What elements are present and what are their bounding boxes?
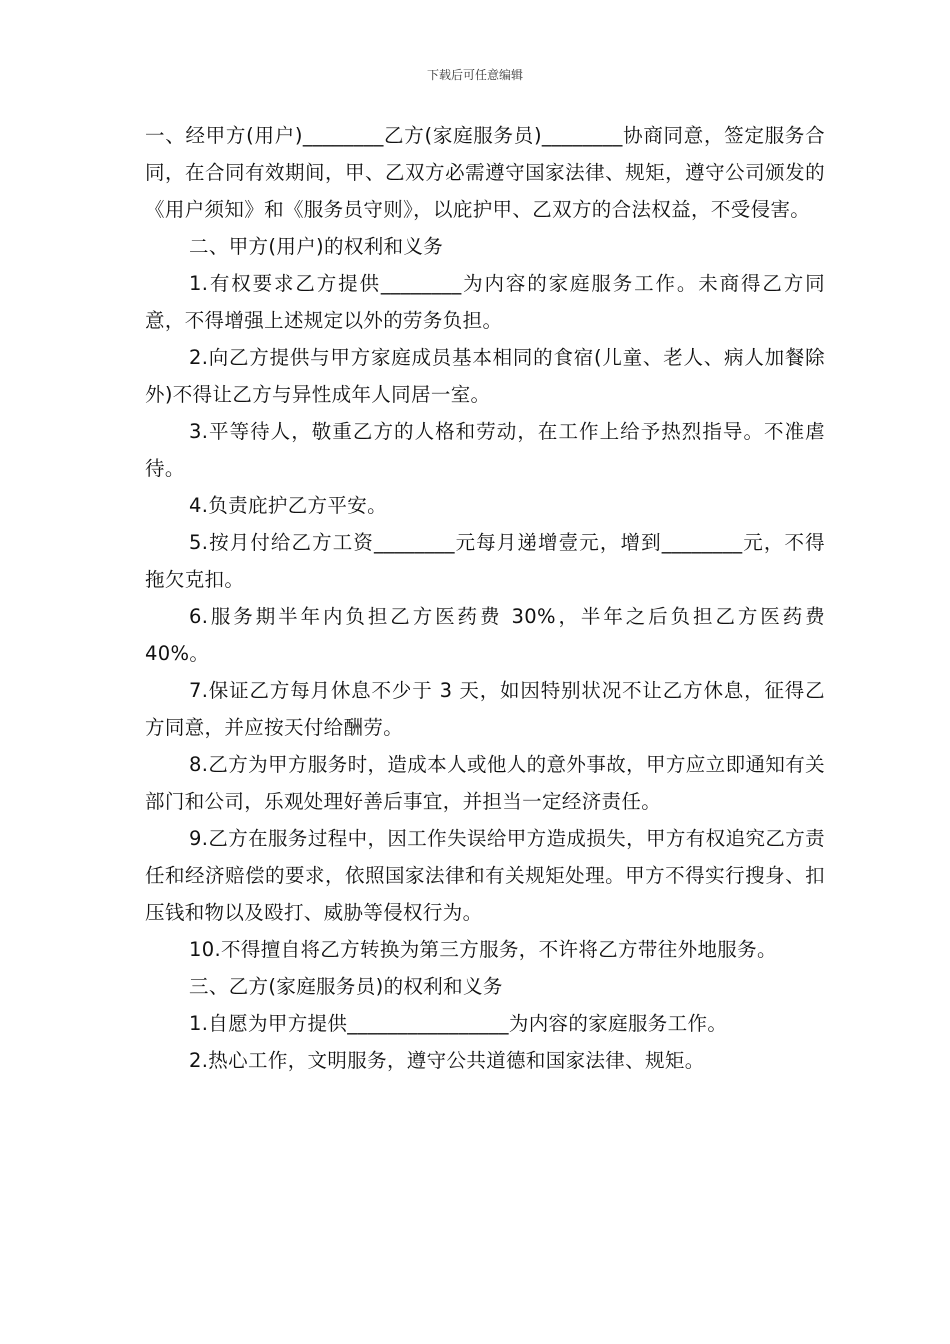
clause-a-9: 9.乙方在服务过程中，因工作失误给甲方造成损失，甲方有权追究乙方责任和经济赔偿的要求，依照国家法律和有关规矩处理。甲方不得实行搜身、扣压钱和物以及殴打、威胁等侵权行为。	[145, 827, 825, 924]
contract-body	[145, 117, 825, 1079]
clause-a-3: 3.平等待人，敬重乙方的人格和劳动，在工作上给予热烈指导。不准虐待。	[145, 420, 825, 480]
clause-a-5: 5.按月付给乙方工资________元每月递增壹元，增到________元，不得拖欠克扣。	[145, 531, 825, 591]
section-heading-party-a: 二、甲方(用户)的权利和义务	[189, 235, 444, 258]
clause-b-1: 1.自愿为甲方提供________________为内容的家庭服务工作。	[189, 1012, 728, 1035]
clause-b-2: 2.热心工作，文明服务，遵守公共道德和国家法律、规矩。	[189, 1049, 705, 1072]
page-header: 下载后可任意编辑	[426, 68, 523, 82]
clause-a-1: 1.有权要求乙方提供________为内容的家庭服务工作。未商得乙方同意，不得增强上述规定以外的劳务负担。	[145, 272, 825, 332]
clause-intro: 一、经甲方(用户)________乙方(家庭服务员)________协商同意，签定服务合同，在合同有效期间，甲、乙双方必需遵守国家法律、规矩，遵守公司颁发的《用户须知》和《服务员守则》，以庇护甲、乙双方的合法权益，不受侵害。	[145, 124, 825, 221]
clause-a-6: 6.服务期半年内负担乙方医药费 30%，半年之后负担乙方医药费 40%。	[145, 605, 825, 665]
clause-a-2: 2.向乙方提供与甲方家庭成员基本相同的食宿(儿童、老人、病人加餐除外)不得让乙方与异性成年人同居一室。	[145, 346, 825, 406]
clause-a-10: 10.不得擅自将乙方转换为第三方服务，不许将乙方带往外地服务。	[189, 938, 777, 961]
clause-a-8: 8.乙方为甲方服务时，造成本人或他人的意外事故，甲方应立即通知有关部门和公司，乐观处理好善后事宜，并担当一定经济责任。	[145, 753, 825, 813]
section-heading-party-b: 三、乙方(家庭服务员)的权利和义务	[189, 975, 503, 998]
clause-a-7: 7.保证乙方每月休息不少于 3 天，如因特别状况不让乙方休息，征得乙方同意，并应按天付给酬劳。	[145, 679, 825, 739]
clause-a-4: 4.负责庇护乙方平安。	[189, 494, 387, 517]
